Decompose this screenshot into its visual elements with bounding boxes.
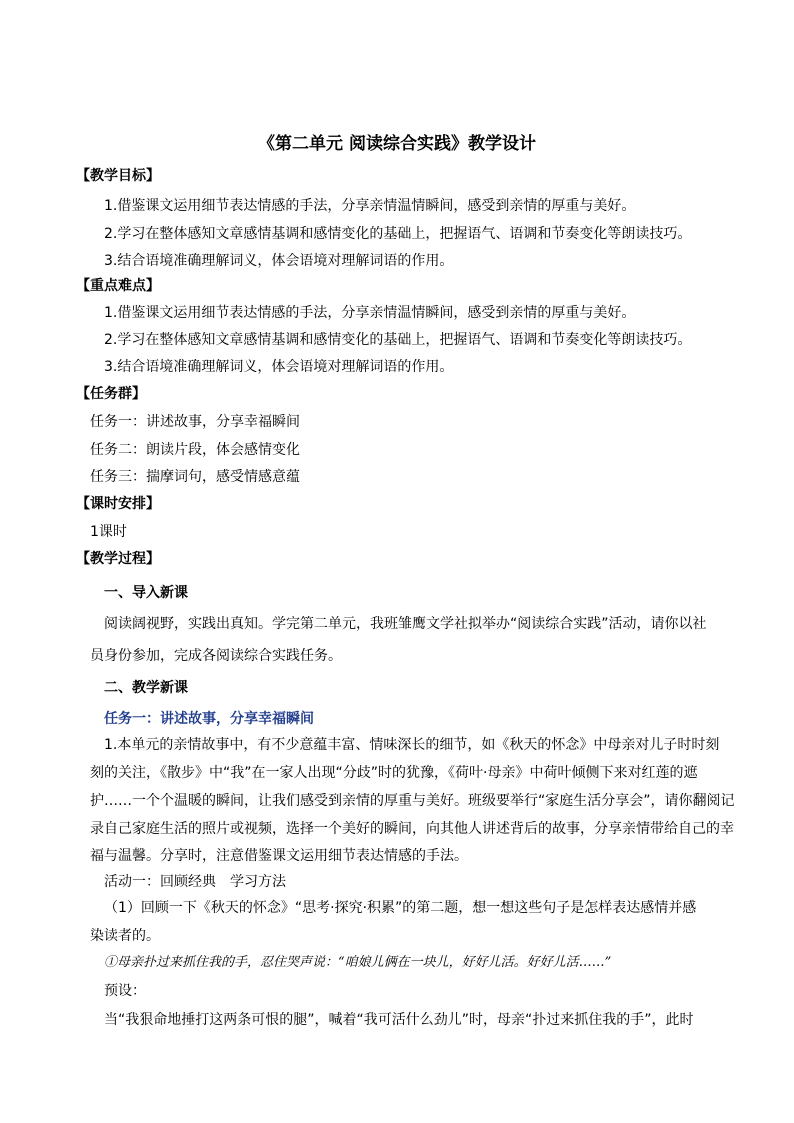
quote-text: ①母亲扑过来抓住我的手，忍住哭声说：“咱娘儿俩在一块儿，好好儿活。好好儿活……” [104, 955, 612, 970]
goal-item: 1.借鉴课文运用细节表达情感的手法，分享亲情温情瞬间，感受到亲情的厚重与美好。 [104, 198, 636, 214]
task1-paragraph-line: 福与温馨。分享时，注意借鉴课文运用细节表达情感的手法。 [90, 848, 468, 864]
goal-item: 3.结合语境准确理解词义，体会语境对理解词语的作用。 [104, 253, 454, 269]
section-heading-tasks: 【任务群】 [76, 386, 146, 402]
intro-paragraph-line: 员身份参加，完成各阅读综合实践任务。 [90, 648, 342, 664]
keypoint-item: 1.借鉴课文运用细节表达情感的手法，分享亲情温情瞬间，感受到亲情的厚重与美好。 [104, 305, 636, 321]
goal-item: 2.学习在整体感知文章感情基调和感情变化的基础上，把握语气、语调和节奏变化等朗读技巧。 [104, 226, 692, 242]
new-lesson-heading: 二、教学新课 [104, 680, 188, 696]
activity1-heading: 活动一：回顾经典 学习方法 [104, 874, 286, 890]
intro-heading: 一、导入新课 [104, 585, 188, 601]
task-item: 任务二：朗读片段，体会感情变化 [90, 442, 300, 458]
section-heading-goals: 【教学目标】 [76, 168, 160, 184]
intro-paragraph-line: 阅读阔视野，实践出真知。学完第二单元，我班雏鹰文学社拟举办“阅读综合实践”活动，请你以社 [104, 616, 707, 632]
keypoint-item: 3.结合语境准确理解词义，体会语境对理解词语的作用。 [104, 359, 454, 375]
keypoint-item: 2.学习在整体感知文章感情基调和感情变化的基础上，把握语气、语调和节奏变化等朗读技巧。 [104, 332, 692, 348]
section-heading-schedule: 【课时安排】 [76, 496, 160, 512]
task-item: 任务一：讲述故事，分享幸福瞬间 [90, 414, 300, 430]
review-paragraph-line: （1）回顾一下《秋天的怀念》“思考·探究·积累”的第二题，想一想这些句子是怎样表达感情并感 [104, 900, 697, 916]
task1-paragraph-line: 录自己家庭生活的照片或视频，选择一个美好的瞬间，向其他人讲述背后的故事，分享亲情带给自己的幸 [90, 821, 734, 837]
schedule-text: 1课时 [90, 524, 127, 540]
task1-paragraph-line: 护……一个个温暖的瞬间，让我们感受到亲情的厚重与美好。班级要举行“家庭生活分享会”，请你翻阅记 [90, 793, 735, 809]
section-heading-process: 【教学过程】 [76, 551, 160, 567]
task1-paragraph-line: 1.本单元的亲情故事中，有不少意蕴丰富、情味深长的细节，如《秋天的怀念》中母亲对儿子时时刻 [104, 737, 720, 753]
preset-paragraph-line: 当“我狠命地捶打这两条可恨的腿”，喊着“我可活什么劲儿”时，母亲“扑过来抓住我的手”，此时 [104, 1012, 694, 1028]
section-heading-keypoints: 【重点难点】 [76, 278, 160, 294]
task-item: 任务三：揣摩词句，感受情感意蕴 [90, 469, 300, 485]
review-paragraph-line: 染读者的。 [90, 928, 160, 944]
preset-label: 预设： [104, 983, 146, 999]
page-title: 《第二单元 阅读综合实践》教学设计 [258, 134, 536, 154]
task1-heading: 任务一：讲述故事，分享幸福瞬间 [104, 711, 314, 727]
task1-paragraph-line: 刻的关注，《散步》中“我”在一家人出现“分歧”时的犹豫，《荷叶·母亲》中荷叶倾侧下来对红莲的遮 [90, 765, 698, 781]
